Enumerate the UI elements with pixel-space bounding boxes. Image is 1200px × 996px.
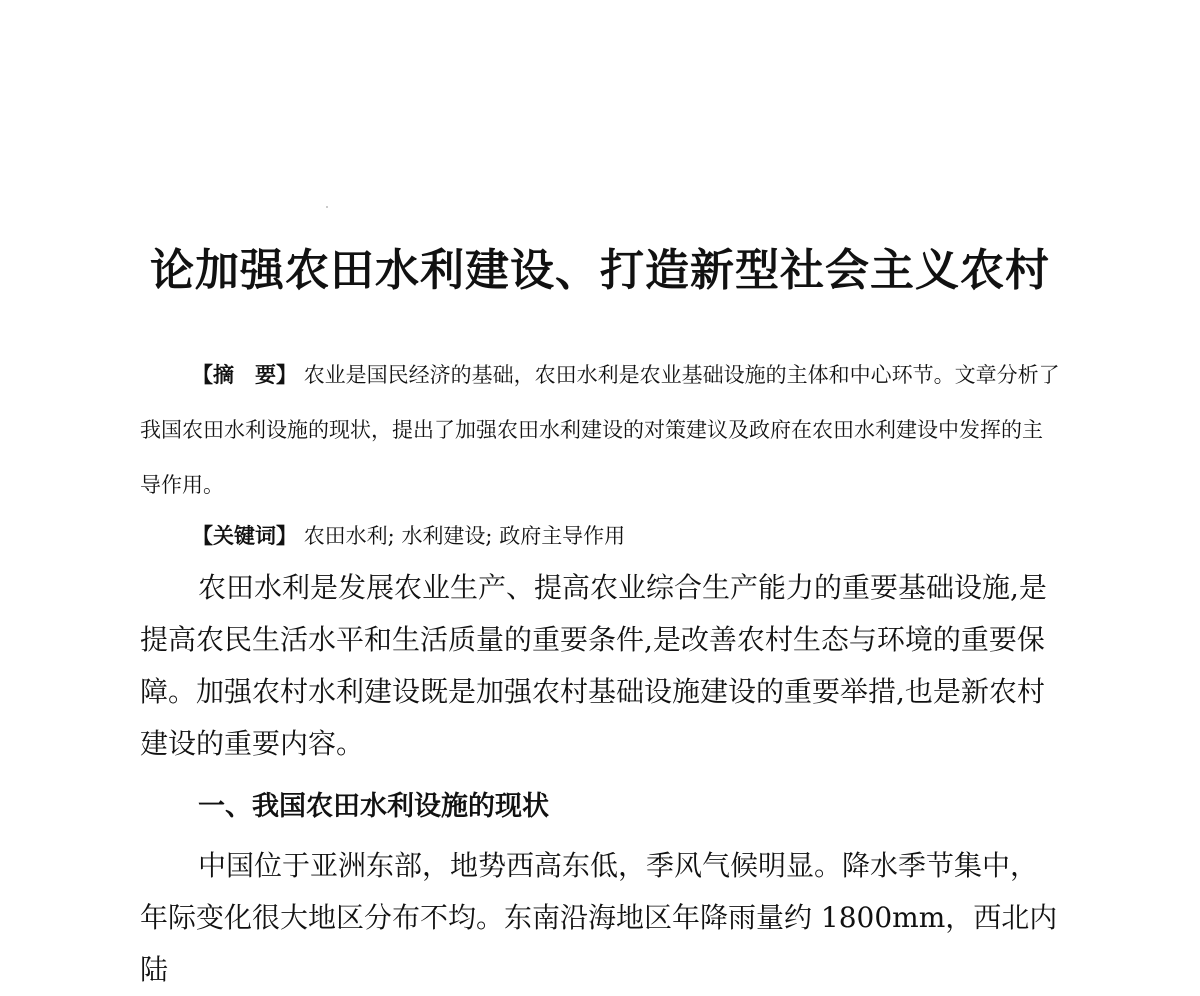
abstract-text: 农业是国民经济的基础，农田水利是农业基础设施的主体和中心环节。文章分析了我国农田水利设施的现状，提出了加强农田水利建设的对策建议及政府在农田水利建设中发挥的主导作用。 (140, 363, 1060, 497)
paper-title: 论加强农田水利建设、打造新型社会主义农村 (150, 245, 1050, 296)
intro-paragraph: 农田水利是发展农业生产、提高农业综合生产能力的重要基础设施,是提高农民生活水平和生活质量的重要条件,是改善农村生态与环境的重要保障。加强农村水利建设既是加强农村基础设施建设的重要举措,也是新农村建设的重要内容。 (140, 571, 1047, 760)
section-paragraph: 中国位于亚洲东部，地势西高东低，季风气候明显。降水季节集中，年际变化很大地区分布不均。东南沿海地区年降雨量约 1800mm，西北内陆 (140, 849, 1058, 986)
keywords-label: 【关键词】 (192, 524, 297, 548)
keywords (140, 509, 1060, 564)
scan-speck (326, 206, 328, 208)
abstract-label: 【摘 要】 (192, 363, 297, 387)
keywords-text: 农田水利; 水利建设; 政府主导作用 (303, 524, 626, 548)
abstract (140, 348, 1060, 513)
section-heading: 一、我国农田水利设施的现状 (198, 791, 549, 822)
